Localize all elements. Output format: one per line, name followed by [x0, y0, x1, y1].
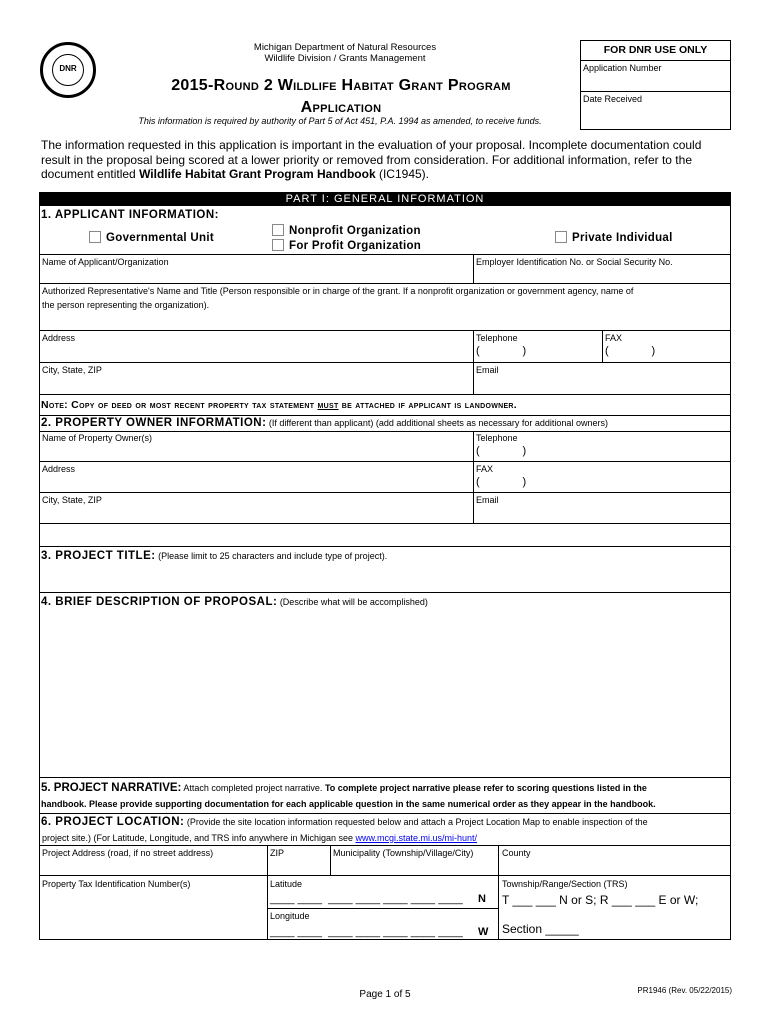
- section2-note: (If different than applicant) (add additional sheets as necessary for additional owners): [266, 418, 608, 428]
- rep-label-line-2: the person representing the organization).: [42, 300, 210, 310]
- divider: [39, 461, 731, 462]
- notice-text: Note: Copy of deed or most recent property tax statement: [41, 399, 318, 411]
- trs-label: Township/Range/Section (TRS): [502, 879, 628, 889]
- section4-title: [41, 596, 428, 608]
- intro-text-end: (IC1945).: [375, 167, 429, 181]
- owner-email-field[interactable]: Email: [476, 495, 499, 505]
- section6-title: [41, 816, 648, 828]
- section3-title: [41, 550, 387, 562]
- form-revision: PR1946 (Rev. 05/22/2015): [637, 986, 732, 995]
- divider: [330, 845, 331, 875]
- divider: [39, 254, 731, 255]
- notice-text-end: be attached if applicant is landowner.: [338, 399, 517, 411]
- dnr-use-heading: FOR DNR USE ONLY: [581, 41, 730, 61]
- divider: [39, 431, 731, 432]
- section3-note: (Please limit to 25 characters and include type of project).: [155, 551, 388, 561]
- longitude-label: Longitude: [270, 911, 310, 921]
- dnr-use-only-box: [580, 40, 731, 130]
- section4-note: (Describe what will be accomplished): [277, 597, 428, 607]
- owner-telephone-field[interactable]: Telephone: [476, 433, 518, 443]
- private-individual-label: Private Individual: [572, 232, 673, 244]
- nonprofit-checkbox[interactable]: [272, 224, 284, 236]
- divider: [39, 362, 731, 363]
- divider: [39, 283, 731, 284]
- divider: [39, 777, 731, 778]
- authorized-representative-field[interactable]: [42, 286, 722, 311]
- owner-fax-field[interactable]: FAX: [476, 464, 494, 474]
- agency-line-2: Wildlife Division / Grants Management: [264, 53, 426, 64]
- application-number-field[interactable]: [581, 61, 730, 92]
- section4-heading: 4. BRIEF DESCRIPTION OF PROPOSAL:: [41, 596, 278, 608]
- section5-instructions: To complete project narrative please refer to scoring questions listed in the: [324, 783, 647, 793]
- longitude-input[interactable]: ____ ____ ____ ____ ____ ____ ____: [270, 926, 463, 938]
- authority-statement: This information is required by authority of Part 5 of Act 451, P.A. 1994 as amended, to receive funds.: [138, 116, 542, 126]
- proposal-description-textarea[interactable]: [39, 612, 731, 776]
- applicant-city-field[interactable]: City, State, ZIP: [42, 365, 102, 375]
- divider: [39, 415, 731, 416]
- dnr-seal-logo: [40, 42, 96, 98]
- divider: [498, 845, 499, 940]
- applicant-telephone-field[interactable]: Telephone: [476, 333, 518, 343]
- section2-heading: 2. PROPERTY OWNER INFORMATION:: [41, 417, 267, 429]
- owner-address-field[interactable]: Address: [42, 464, 76, 474]
- divider: [39, 592, 731, 593]
- zip-field[interactable]: ZIP: [270, 848, 285, 858]
- rep-label-line-1: Authorized Representative's Name and Title (Person responsible or in charge of the grant. If a nonprofit organization or government agency, name of: [42, 286, 634, 296]
- section6-note-line2: [42, 833, 477, 844]
- part1-banner: PART I: GENERAL INFORMATION: [39, 192, 731, 206]
- page-title: [106, 75, 576, 119]
- page-number: Page 1 of 5: [359, 989, 411, 1000]
- latitude-input[interactable]: ____ ____ ____ ____ ____ ____ ____: [270, 893, 463, 905]
- telephone-area-code: ( ): [476, 345, 527, 357]
- section5-instructions-cont: handbook. Please provide supporting documentation for each applicable question in the same numerical order as they appear in the handbook.: [41, 799, 656, 809]
- owner-telephone-area-code: ( ): [476, 445, 527, 457]
- governmental-unit-label: Governmental Unit: [106, 232, 214, 244]
- project-address-field[interactable]: Project Address (road, if no street address): [42, 848, 214, 858]
- fax-area-code: ( ): [605, 345, 656, 357]
- deed-notice: [41, 399, 517, 411]
- divider: [473, 254, 474, 283]
- seal-text: DNR: [59, 64, 77, 73]
- intro-paragraph: [41, 138, 731, 182]
- applicant-address-field[interactable]: Address: [42, 333, 76, 343]
- owner-fax-area-code: ( ): [476, 476, 527, 488]
- handbook-title: Wildlife Habitat Grant Program Handbook: [139, 167, 376, 181]
- date-received-label: Date Received: [583, 94, 643, 104]
- title-line-1: 2015-Round 2 Wildlife Habitat Grant Program: [171, 77, 511, 94]
- date-received-field[interactable]: [581, 92, 730, 106]
- divider: [39, 845, 731, 846]
- agency-name: [200, 42, 490, 64]
- applicant-fax-field[interactable]: FAX: [605, 333, 623, 343]
- owner-city-field[interactable]: City, State, ZIP: [42, 495, 102, 505]
- divider: [39, 330, 731, 331]
- agency-line-1: Michigan Department of Natural Resources: [253, 42, 437, 53]
- forprofit-label: For Profit Organization: [289, 240, 422, 252]
- owner-name-field[interactable]: Name of Property Owner(s): [42, 433, 153, 443]
- tax-id-field[interactable]: Property Tax Identification Number(s): [42, 879, 191, 889]
- project-title-input[interactable]: [39, 565, 731, 592]
- section-input[interactable]: Section _____: [502, 922, 579, 936]
- section6-note: (Provide the site location information requested below and attach a Project Location Map to enable inspection of the: [184, 817, 648, 827]
- divider: [602, 330, 603, 362]
- section6-note-text: project site.) (For Latitude, Longitude, and TRS info anywhere in Michigan see: [42, 833, 356, 843]
- municipality-field[interactable]: Municipality (Township/Village/City): [333, 848, 474, 858]
- title-line-2: Application: [300, 99, 382, 116]
- divider: [473, 431, 474, 523]
- nonprofit-label: Nonprofit Organization: [289, 225, 421, 237]
- forprofit-checkbox[interactable]: [272, 239, 284, 251]
- section6-heading: 6. PROJECT LOCATION:: [41, 816, 185, 828]
- north-label: N: [478, 893, 486, 905]
- divider: [267, 908, 498, 909]
- section5-heading: 5. PROJECT NARRATIVE:: [41, 782, 182, 794]
- applicant-email-field[interactable]: Email: [476, 365, 499, 375]
- ein-field[interactable]: Employer Identification No. or Social Security No.: [476, 257, 673, 267]
- west-label: W: [478, 926, 489, 938]
- divider: [39, 546, 731, 547]
- trs-input[interactable]: T ___ ___ N or S; R ___ ___ E or W;: [502, 893, 699, 907]
- divider: [39, 394, 731, 395]
- application-number-label: Application Number: [583, 63, 662, 73]
- owner-extra-line[interactable]: [39, 524, 731, 546]
- notice-must: must: [317, 399, 339, 411]
- section1-title: 1. APPLICANT INFORMATION:: [41, 209, 219, 221]
- latitude-label: Latitude: [270, 879, 303, 889]
- section3-heading: 3. PROJECT TITLE:: [41, 550, 156, 562]
- section5-attach-note: Attach completed project narrative.: [181, 783, 325, 793]
- county-field[interactable]: County: [502, 848, 531, 858]
- divider: [39, 813, 731, 814]
- divider: [39, 875, 731, 876]
- governmental-unit-checkbox[interactable]: [89, 231, 101, 243]
- applicant-name-field[interactable]: Name of Applicant/Organization: [42, 257, 169, 267]
- divider: [267, 845, 268, 940]
- section5-project-narrative: [41, 780, 731, 812]
- divider: [39, 492, 731, 493]
- private-individual-checkbox[interactable]: [555, 231, 567, 243]
- mi-hunt-link[interactable]: www.mcgi.state.mi.us/mi-hunt/: [355, 833, 478, 843]
- intro-text: The information requested in this application is important in the evaluation of your proposal. Incomplete documentation could result in the proposal being scored at a lower priority or removed from consideration. For additional information, refer to the document entitled: [41, 138, 702, 181]
- section2-title: [41, 417, 608, 429]
